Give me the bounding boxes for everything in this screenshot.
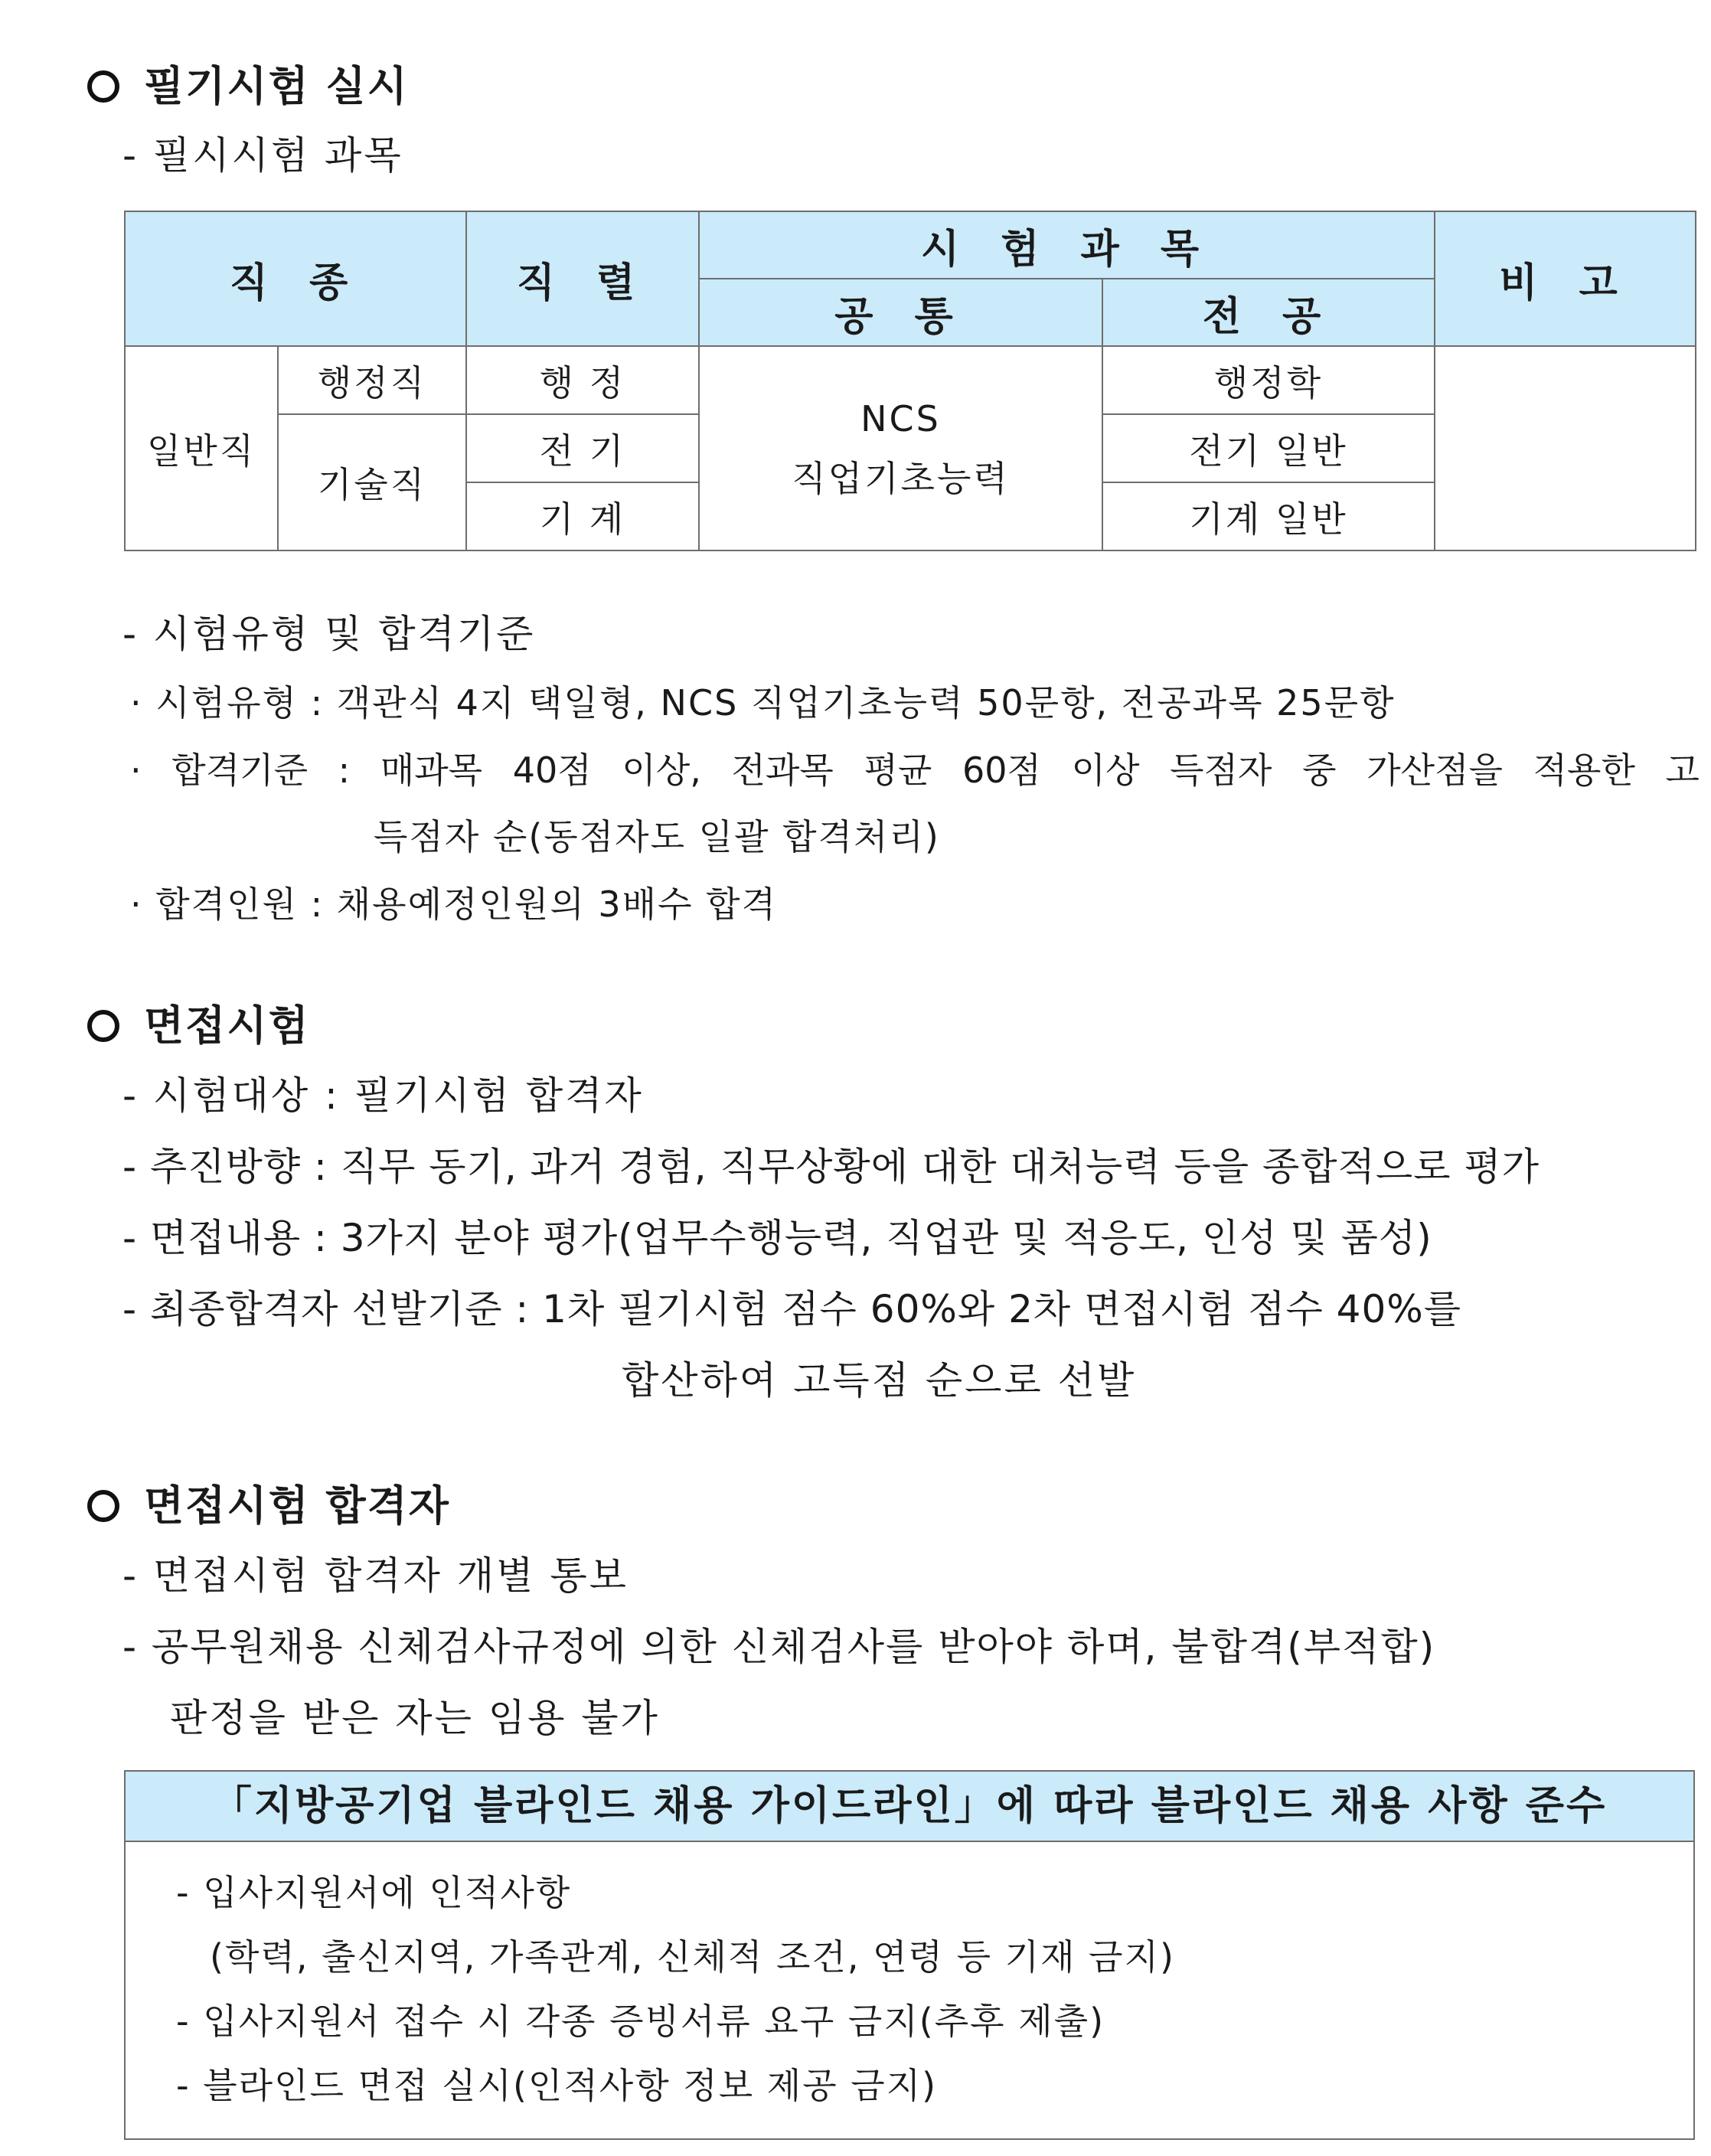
- blind-hiring-box: [124, 1770, 1695, 2140]
- header-exam-subjects: 시 험 과 목: [699, 211, 1435, 279]
- cell-major-mech: 기계 일반: [1102, 482, 1435, 550]
- bullet-circle-icon: [87, 1490, 119, 1522]
- blind-item1-line1: - 입사지원서에 인적사항: [176, 1872, 572, 1913]
- criteria-heading: - 시험유형 및 합격기준: [122, 612, 536, 656]
- cell-series-elec: 전 기: [466, 414, 699, 482]
- cell-category: 일반직: [125, 346, 278, 550]
- subjects-heading: - 필시시험 과목: [122, 133, 403, 178]
- pass-count-line: · 합격인원 : 채용예정인원의 3배수 합격: [130, 884, 778, 925]
- cell-series-admin: 행 정: [466, 346, 699, 414]
- interview-content: - 면접내용 : 3가지 분야 평가(업무수행능력, 직업관 및 적응도, 인성 및 품성): [122, 1216, 1432, 1260]
- cell-common-subject: [699, 346, 1102, 550]
- bullet-circle-icon: [87, 1010, 119, 1042]
- exam-type-line: · 시험유형 : 객관식 4지 택일형, NCS 직업기초능력 50문항, 전공과목 25문항: [130, 682, 1396, 724]
- blind-hiring-title: 「지방공기업 블라인드 채용 가이드라인」에 따라 블라인드 채용 사항 준수: [126, 1772, 1693, 1842]
- cell-admin-type: 행정직: [278, 346, 466, 414]
- common-subject-line1: NCS: [860, 397, 941, 439]
- header-job-type: 직 종: [125, 211, 466, 346]
- exam-subjects-table: [124, 211, 1696, 551]
- interview-target: - 시험대상 : 필기시험 합격자: [122, 1073, 644, 1118]
- cell-major-admin: 행정학: [1102, 346, 1435, 414]
- section-title-written: 필기시험 실시: [144, 62, 409, 110]
- header-remarks: 비 고: [1435, 211, 1696, 346]
- passers-notice: - 면접시험 합격자 개별 통보: [122, 1553, 629, 1598]
- cell-series-mech: 기 계: [466, 482, 699, 550]
- health-check-line2: 판정을 받은 자는 임용 불가: [170, 1696, 660, 1740]
- blind-item1-line2: (학력, 출신지역, 가족관계, 신체적 조건, 연령 등 기재 금지): [210, 1936, 1175, 1978]
- blind-item2: - 입사지원서 접수 시 각종 증빙서류 요구 금지(추후 제출): [176, 2001, 1105, 2042]
- section-title-interview: 면접시험: [144, 1001, 310, 1050]
- cell-remarks: [1435, 346, 1696, 550]
- final-criteria-line1: - 최종합격자 선발기준 : 1차 필기시험 점수 60%와 2차 면접시험 점수 40%를: [122, 1287, 1462, 1331]
- blind-item3: - 블라인드 면접 실시(인적사항 정보 제공 금지): [176, 2065, 938, 2106]
- pass-criteria-line1: · 합격기준 : 매과목 40점 이상, 전과목 평균 60점 이상 득점자 중 가산점을 적용한 고: [130, 750, 1700, 791]
- section-title-passers: 면접시험 합격자: [144, 1481, 450, 1530]
- header-common: 공 통: [699, 279, 1102, 346]
- health-check-line1: - 공무원채용 신체검사규정에 의한 신체검사를 받아야 하며, 불합격(부적합): [122, 1625, 1436, 1669]
- pass-criteria-line2: 득점자 순(동점자도 일괄 합격처리): [374, 816, 940, 858]
- header-major: 전 공: [1102, 279, 1435, 346]
- cell-major-elec: 전기 일반: [1102, 414, 1435, 482]
- final-criteria-line2: 합산하여 고득점 순으로 선발: [622, 1358, 1137, 1403]
- interview-direction: - 추진방향 : 직무 동기, 과거 경험, 직무상황에 대한 대처능력 등을 종합적으로 평가: [122, 1145, 1540, 1189]
- bullet-circle-icon: [87, 70, 119, 103]
- common-subject-line2: 직업기초능력: [792, 457, 1010, 499]
- header-job-series: 직 렬: [466, 211, 699, 346]
- cell-tech-type: 기술직: [278, 414, 466, 550]
